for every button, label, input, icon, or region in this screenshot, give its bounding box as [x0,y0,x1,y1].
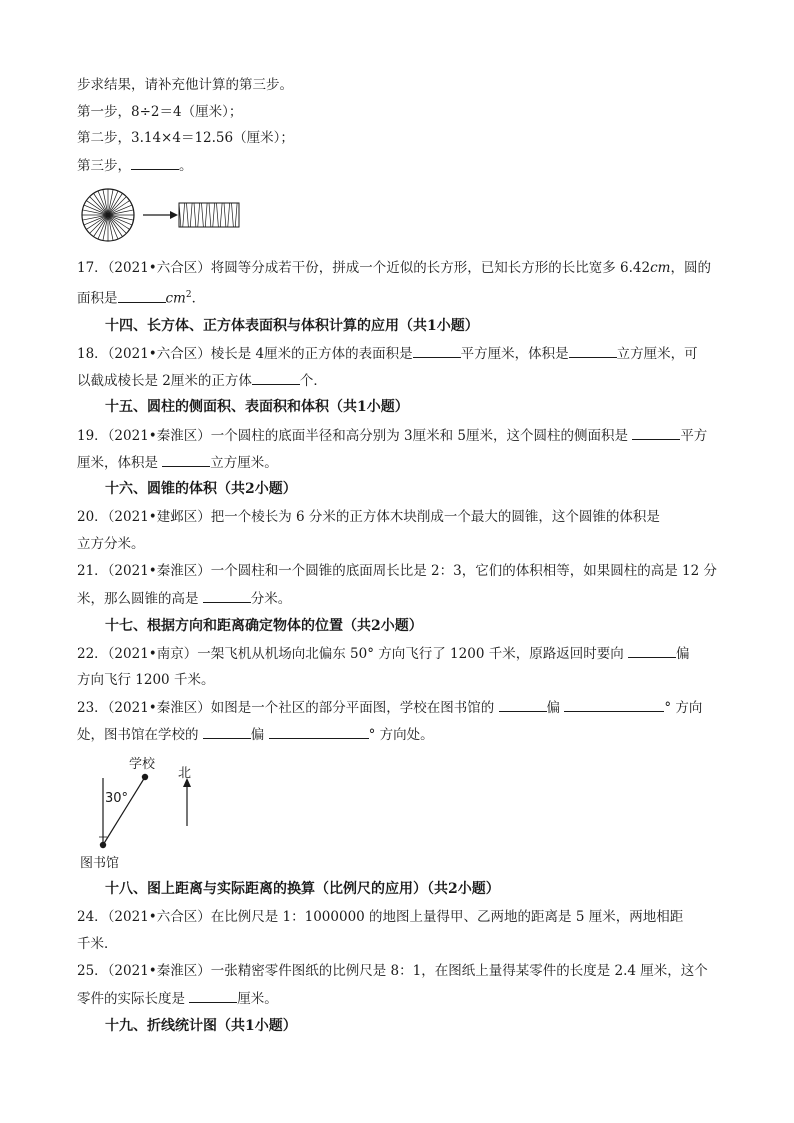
q18-line1 [77,344,698,363]
q25-text-a: 零件的实际长度是 [77,991,190,1007]
section-heading-17: 十七、根据方向和距离确定物体的位置（共2小题） [105,618,423,634]
answer-blank[interactable] [203,589,251,603]
answer-blank[interactable] [269,725,369,739]
school-dot [142,774,148,780]
section-heading-19: 十九、折线统计图（共1小题） [105,1018,297,1034]
angle-label: 30° [105,791,129,806]
q23-text-f: ° 方向处。 [368,727,434,743]
library-school-line [103,777,145,845]
q25-line1: 25．（2021•秦淮区）一张精密零件图纸的比例尺是 8：1，在图纸上量得某零件的长度是 2.4 厘米，这个 [77,963,708,979]
q16-step3-end: 。 [179,158,193,174]
arrow-right-icon [143,211,178,219]
q22-text-a: 22．（2021•南京）一架飞机从机场向北偏东 50° 方向飞行了 1200 千米，原路返回时要向 [77,646,628,662]
answer-blank[interactable] [118,289,166,303]
q16-step2: 第二步，3.14×4＝12.56（厘米）； [77,130,294,146]
q23-text-a: 23．（2021•秦淮区）如图是一个社区的部分平面图，学校在图书馆的 [77,700,499,716]
section-heading-16: 十六、圆锥的体积（共2小题） [105,481,297,497]
q22-text-b: 偏 [676,646,690,662]
q16-step1: 第一步，8÷2＝4（厘米）； [77,104,243,120]
circle-rearrange-figure [78,185,248,245]
q16-step3-label: 第三步， [77,158,131,174]
q23-text-d: 处，图书馆在学校的 [77,727,203,743]
q17-line2 [77,286,205,308]
q21-line2 [77,589,291,608]
q19-text-d: 立方厘米。 [210,455,278,471]
q18-text-a: 18．（2021•六合区）棱长是 4厘米的正方体的表面积是 [77,346,413,362]
q24-line2: 千米． [77,936,118,952]
q16-step3 [77,156,193,175]
library-label: 图书馆 [80,856,120,871]
q19-text-b: 平方 [680,428,708,444]
q23-text-b: 偏 [546,700,565,716]
q18-text-e: 个． [299,373,327,389]
q20-line2: 立方分米。 [77,536,145,552]
library-dot [100,842,106,848]
unit-superscript: 2 [185,290,192,300]
q21-line1: 21．（2021•秦淮区）一个圆柱和一个圆锥的底面周长比是 2：3，它们的体积相等，如果圆柱的高是 12 分 [77,563,717,579]
q24-line1: 24．（2021•六合区）在比例尺是 1：1000000 的地图上量得甲、乙两地的距离是 5 厘米，两地相距 [77,909,684,925]
approx-rectangle [179,203,239,227]
answer-blank[interactable] [569,344,617,358]
q18-line2 [77,371,327,390]
answer-blank[interactable] [203,725,251,739]
q21-text-b: 分米。 [250,591,292,607]
q18-text-c: 立方厘米，可 [616,346,698,362]
q19-line1 [77,426,707,445]
q19-text-a: 19．（2021•秦淮区）一个圆柱的底面半径和高分别为 3厘米和 5厘米，这个圆柱的侧面积是 [77,428,633,444]
answer-blank[interactable] [632,426,680,440]
answer-blank[interactable] [564,698,664,712]
q17-text2: 面积是 [77,290,118,307]
north-arrow-icon [183,778,191,826]
q25-text-b: 厘米。 [237,991,278,1007]
divided-circle [82,189,134,241]
q16-line: 步求结果，请补充他计算的第三步。 [77,77,293,93]
school-label: 学校 [129,757,156,772]
q18-text-d: 以截成棱长是 2厘米的正方体 [77,373,252,389]
section-heading-14: 十四、长方体、正方体表面积与体积计算的应用（共1小题） [105,318,479,334]
north-label: 北 [178,766,192,781]
answer-blank[interactable] [131,156,179,170]
unit-cm: cm [650,260,671,276]
answer-blank[interactable] [189,989,237,1003]
answer-blank[interactable] [413,344,461,358]
q20-line1: 20．（2021•建邺区）把一个棱长为 6 分米的正方体木块削成一个最大的圆锥，这个圆锥的体积是 [77,509,660,525]
answer-blank[interactable] [628,644,676,658]
q17-text: 17．（2021•六合区）将圆等分成若干份，拼成一个近似的长方形，已知长方形的长比宽多 6.42 [77,260,651,276]
map-figure [95,770,205,850]
q23-text-e: 偏 [250,727,269,743]
q23-line2 [77,725,434,744]
section-heading-18: 十八、图上距离与实际距离的换算（比例尺的应用）（共2小题） [105,881,500,897]
section-heading-15: 十五、圆柱的侧面积、表面积和体积（共1小题） [105,399,409,415]
q19-text-c: 厘米，体积是 [77,455,163,471]
answer-blank[interactable] [252,371,300,385]
q17-text2-end: ． [191,290,206,307]
unit-cm2: cm [165,290,186,307]
q18-text-b: 平方厘米，体积是 [460,346,569,362]
q17-text-end: ，圆的 [670,260,711,276]
q23-line1 [77,698,702,717]
q17-line1 [77,259,711,277]
answer-blank[interactable] [162,453,210,467]
q19-line2 [77,453,278,472]
q25-line2 [77,989,278,1008]
q23-text-c: ° 方向 [664,700,703,716]
q22-line1 [77,644,690,663]
q21-text-a: 米，那么圆锥的高是 [77,591,203,607]
q22-line2: 方向飞行 1200 千米。 [77,672,215,688]
answer-blank[interactable] [499,698,547,712]
